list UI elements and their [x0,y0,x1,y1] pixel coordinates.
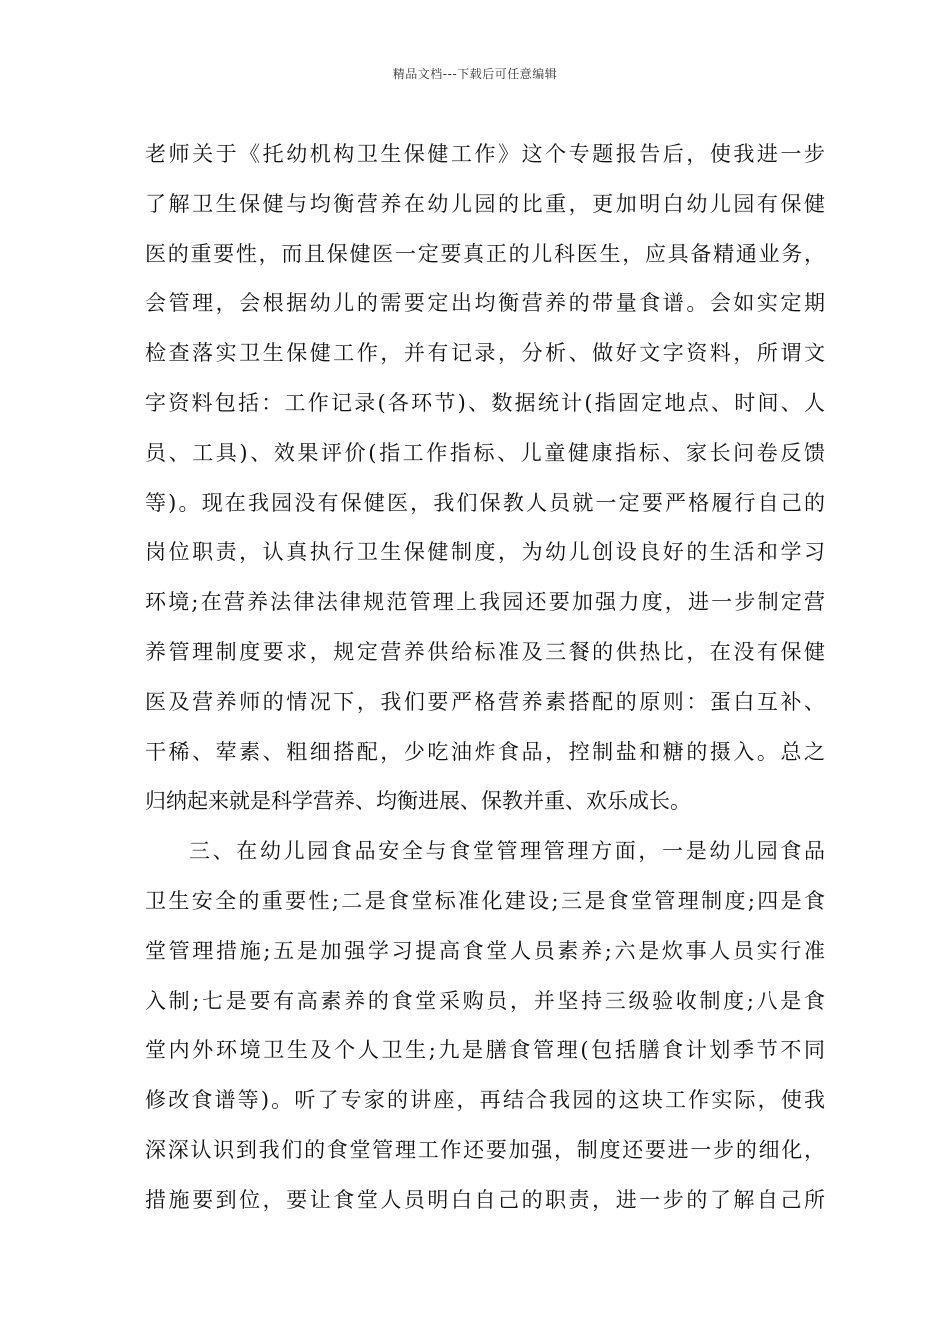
text-line: 字资料包括：工作记录(各环节)、数据统计(指固定地点、时间、人 [145,390,825,415]
text-line: 会管理，会根据幼儿的需要定出均衡营养的带量食谱。会如实定期 [145,291,825,316]
text-line: 修改食谱等)。听了专家的讲座，再结合我园的这块工作实际，使我 [145,1088,825,1113]
text-line: 堂管理措施;五是加强学习提高食堂人员素养;六是炊事人员实行准 [145,938,825,963]
text-line: 卫生安全的重要性;二是食堂标准化建设;三是食堂管理制度;四是食 [145,888,825,913]
text-line: 入制;七是要有高素养的食堂采购员，并坚持三级验收制度;八是食 [145,988,825,1013]
text-line: 医的重要性，而且保健医一定要真正的儿科医生，应具备精通业务， [145,241,825,266]
document-body [145,130,825,1226]
text-line: 岗位职责，认真执行卫生保健制度，为幼儿创设良好的生活和学习 [145,540,825,565]
text-line: 医及营养师的情况下，我们要严格营养素搭配的原则：蛋白互补、 [145,689,825,714]
text-line: 员、工具)、效果评价(指工作指标、儿童健康指标、家长问卷反馈 [145,440,825,465]
text-line: 老师关于《托幼机构卫生保健工作》这个专题报告后，使我进一步 [145,142,825,166]
paragraph-1 [145,130,825,827]
text-line: 归纳起来就是科学营养、均衡进展、保教并重、欢乐成长。 [145,789,691,814]
text-line: 等)。现在我园没有保健医，我们保教人员就一定要严格履行自己的 [145,490,825,515]
text-line: 检查落实卫生保健工作，并有记录，分析、做好文字资料，所谓文 [145,341,825,366]
text-line: 措施要到位，要让食堂人员明白自己的职责，进一步的了解自己所 [145,1187,825,1212]
text-line: 环境;在营养法律法律规范管理上我园还要加强力度，进一步制定营 [145,590,825,615]
text-line: 干稀、荤素、粗细搭配，少吃油炸食品，控制盐和糖的摄入。总之 [145,739,825,764]
text-line: 堂内外环境卫生及个人卫生;九是膳食管理(包括膳食计划季节不同 [145,1038,825,1063]
text-line: 深深认识到我们的食堂管理工作还要加强，制度还要进一步的细化， [145,1137,825,1162]
paragraph-2 [145,827,825,1225]
page-header: 精品文档---下载后可任意编辑 [392,67,558,81]
text-line: 养管理制度要求，规定营养供给标准及三餐的供热比，在没有保健 [145,639,825,664]
text-line: 三、在幼儿园食品安全与食堂管理管理方面，一是幼儿园食品 [189,839,825,864]
text-line: 了解卫生保健与均衡营养在幼儿园的比重，更加明白幼儿园有保健 [145,191,825,216]
